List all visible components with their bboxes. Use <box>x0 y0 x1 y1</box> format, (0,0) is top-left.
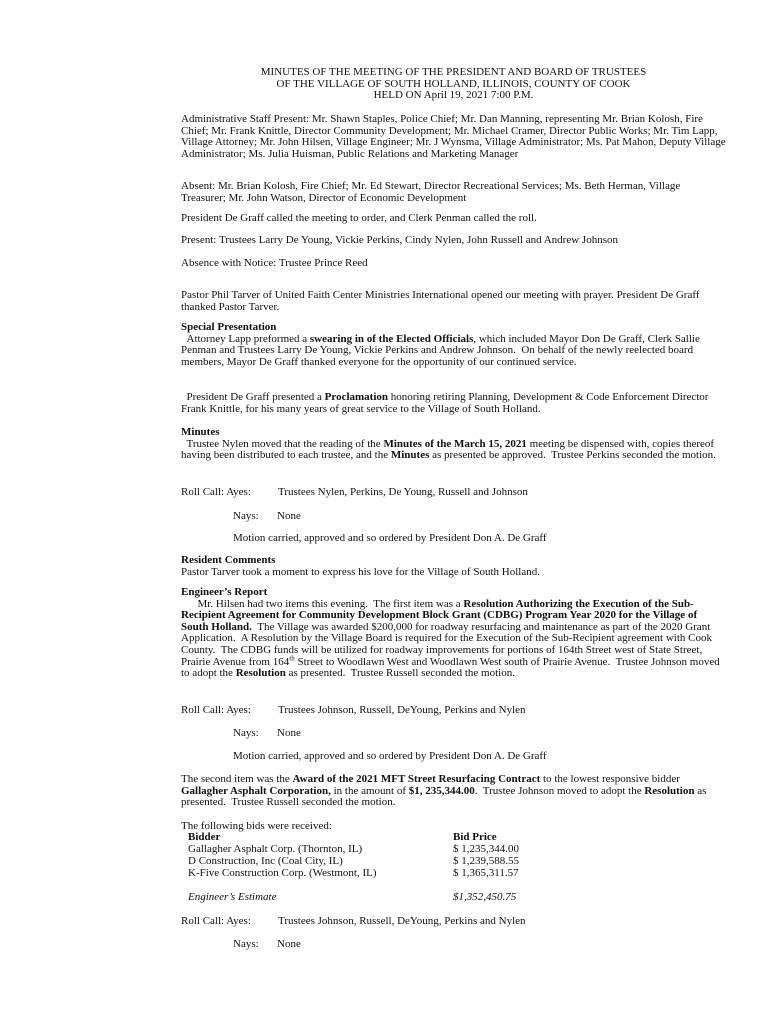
resident-comments-text: Pastor Tarver took a moment to express his love for the Village of South Holland. <box>181 565 540 578</box>
cdbg-roll-call-ayes <box>181 705 726 717</box>
resident-comments-heading: Resident Comments <box>181 554 276 566</box>
call-to-order-paragraph: President De Graff called the meeting to order, and Clerk Penman called the roll. <box>181 212 537 224</box>
estimate-label: Engineer’s Estimate <box>188 891 277 903</box>
bids-table <box>188 832 588 904</box>
engineers-estimate-row <box>188 892 588 904</box>
header-line-2: OF THE VILLAGE OF SOUTH HOLLAND, ILLINOIS, COUNTY OF COOK <box>276 77 631 90</box>
bidder-name: K-Five Construction Corp. (Westmont, IL) <box>188 867 377 879</box>
cdbg-roll-call-nays <box>181 728 770 740</box>
minutes-roll-call-ayes <box>181 487 726 499</box>
bidder-name: Gallagher Asphalt Corp. (Thornton, IL) <box>188 843 363 855</box>
estimate-value: $1,352,450.75 <box>453 891 517 903</box>
nays-value: None <box>277 938 301 950</box>
document-header <box>181 67 726 102</box>
roll-call-label: Roll Call: Ayes: <box>181 486 251 498</box>
absence-notice-paragraph: Absence with Notice: Trustee Prince Reed <box>181 257 368 269</box>
roll-call-label: Roll Call: Ayes: <box>181 915 251 927</box>
roll-call-label: Roll Call: Ayes: <box>181 704 251 716</box>
minutes-heading: Minutes <box>181 426 220 438</box>
ayes-value: Trustees Johnson, Russell, DeYoung, Perkins and Nylen <box>278 915 526 927</box>
bid-price: $ 1,365,311.57 <box>453 867 519 879</box>
resident-comments-section <box>181 555 726 578</box>
mft-roll-call-ayes <box>181 916 726 928</box>
ayes-value: Trustees Nylen, Perkins, De Young, Russell and Johnson <box>278 486 528 498</box>
bidder-column-header: Bidder <box>188 831 221 843</box>
engineers-report-heading: Engineer’s Report <box>181 586 268 598</box>
cdbg-motion-carried: Motion carried, approved and so ordered by President Don A. De Graff <box>233 750 547 762</box>
bid-price: $ 1,239,588.55 <box>453 855 519 867</box>
nays-value: None <box>277 510 301 522</box>
nays-label: Nays: <box>233 938 259 950</box>
special-presentation-heading: Special Presentation <box>181 321 277 333</box>
absent-paragraph: Absent: Mr. Brian Kolosh, Fire Chief; Mr. Ed Stewart, Director Recreational Services; Ms. Beth Herman, Village Treasurer; Mr. John Watson, Director of Economic Development <box>181 180 681 204</box>
ayes-value: Trustees Johnson, Russell, DeYoung, Perkins and Nylen <box>278 704 526 716</box>
staff-present-paragraph: Administrative Staff Present: Mr. Shawn Staples, Police Chief; Mr. Dan Manning, representing Mr. Brian Kolosh, Fire Chief; Mr. Frank Knittle, Director Community Development; Mr. Michael Cramer, Director Public Works; Mr. Tim Lapp, Village Attorney; Mr. John Hilsen, Village Engineer; Mr. J Wynsma, Village Administrator; Ms. Pat Mahon, Deputy Village Administrator; Ms. Julia Huisman, Public Relations and Marketing Manager <box>181 113 726 160</box>
bids-intro: The following bids were received: <box>181 820 332 832</box>
engineers-report-section <box>181 587 726 680</box>
minutes-section <box>181 427 726 462</box>
minutes-motion-carried: Motion carried, approved and so ordered by President Don A. De Graff <box>233 532 547 544</box>
bidder-name: D Construction, Inc (Coal City, IL) <box>188 855 343 867</box>
header-line-3: HELD ON April 19, 2021 7:00 P.M. <box>373 89 534 102</box>
table-row <box>188 868 588 880</box>
proclamation-paragraph: President De Graff presented a Proclamation honoring retiring Planning, Development & Code Enforcement Director Frank Knittle, for his many years of great service to the Village of South Holland. <box>181 391 712 415</box>
minutes-motion-paragraph: Trustee Nylen moved that the reading of the Minutes of the March 15, 2021 meeting be dispensed with, copies thereof having been distributed to each trustee, and the Minutes as presented be approved. Trustee Perkins seconded the motion. <box>181 437 717 462</box>
mft-contract-paragraph: The second item was the Award of the 2021 MFT Street Resurfacing Contract to the lowest responsive bidder Gallagher Asphalt Corporation, in the amount of $1, 235,344.00. Trustee Johnson moved to adopt the Resolution as presented. Trustee Russell seconded the motion. <box>181 773 710 809</box>
mft-roll-call-nays <box>181 939 770 951</box>
minutes-roll-call-nays <box>181 511 770 523</box>
nays-label: Nays: <box>233 727 259 739</box>
header-line-1: MINUTES OF THE MEETING OF THE PRESIDENT AND BOARD OF TRUSTEES <box>260 66 647 78</box>
bid-price: $ 1,235,344.00 <box>453 843 519 855</box>
price-column-header: Bid Price <box>453 831 497 843</box>
cdbg-resolution-paragraph: Mr. Hilsen had two items this evening. The first item was a Resolution Authorizing the Execution of the Sub-Recipient Agreement for Community Development Block Grant (CDBG) Program Year 2020 for the Village of South Holland. The Village was awarded $200,000 for roadway resurfacing and maintenance as part of the 2020 Grant Application. A Resolution by the Village Board is required for the Execution of the Sub-Recipient agreement with Cook County. The CDBG funds will be utilized for roadway improvements for portions of 164th Street west of State Street, Prairie Avenue from 164th Street to Woodlawn West and Woodlawn West south of Prairie Avenue. Trustee Johnson moved to adopt the Resolution as presented. Trustee Russell seconded the motion. <box>181 597 723 680</box>
nays-value: None <box>277 727 301 739</box>
special-presentation-section <box>181 322 726 368</box>
prayer-paragraph: Pastor Phil Tarver of United Faith Center Ministries International opened our meeting with prayer. President De Graff thanked Pastor Tarver. <box>181 289 700 313</box>
present-paragraph: Present: Trustees Larry De Young, Vickie Perkins, Cindy Nylen, John Russell and Andrew Johnson <box>181 234 618 246</box>
nays-label: Nays: <box>233 510 259 522</box>
swearing-in-paragraph: Attorney Lapp preformed a swearing in of the Elected Officials, which included Mayor Don De Graff, Clerk Sallie Penman and Trustees Larry De Young, Vickie Perkins and Andrew Johnson. On behalf of the newly reelected board members, Mayor De Graff thanked everyone for the opportunity of our continued service. <box>181 332 703 368</box>
